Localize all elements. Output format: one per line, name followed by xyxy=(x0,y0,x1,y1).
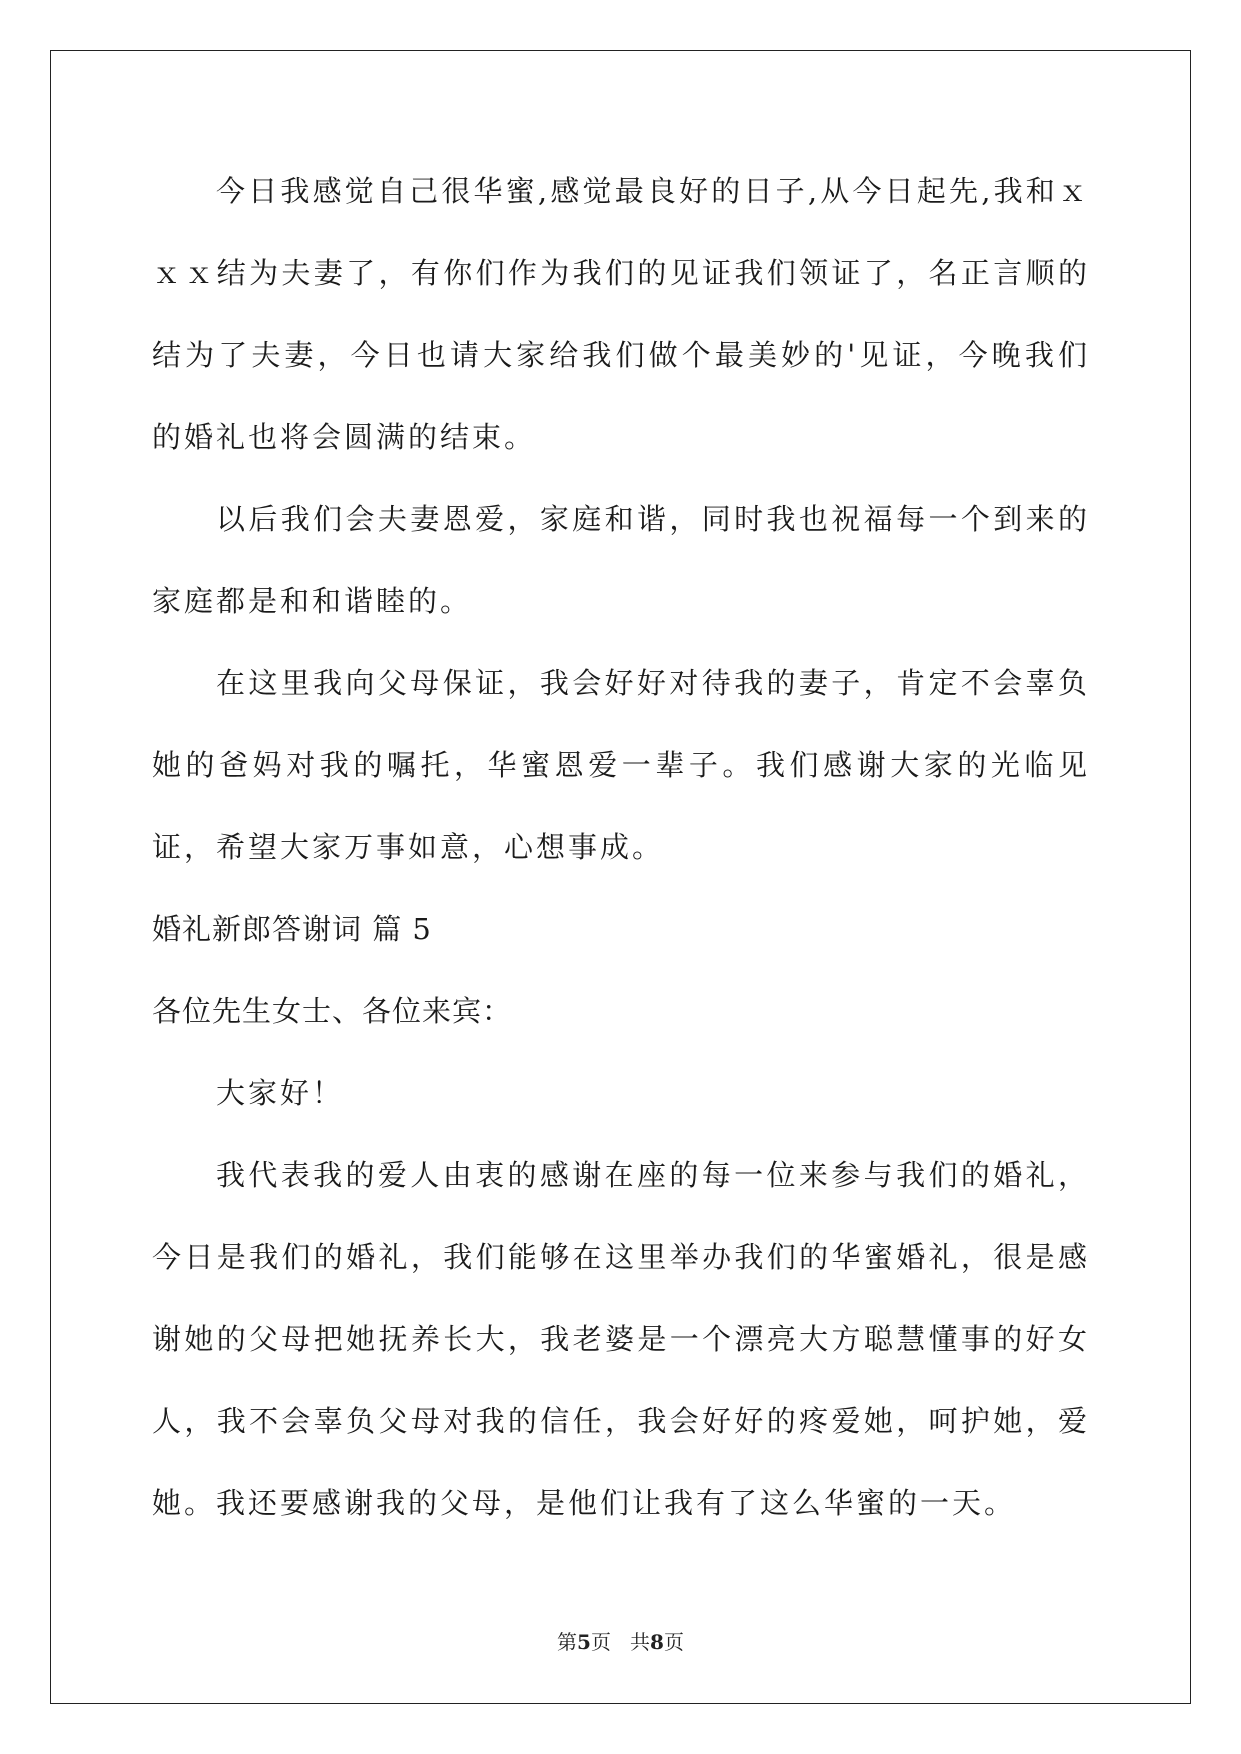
salutation: 各位先生女士、各位来宾： xyxy=(152,994,513,1028)
page-footer xyxy=(0,1626,1241,1655)
body-paragraph-3: 在这里我向父母保证，我会好好对待我的妻子，肯定不会辜负她的爸妈对我的嘱托，华蜜恩爱一辈子。我们感谢大家的光临见证，希望大家万事如意，心想事成。 xyxy=(152,666,1090,864)
page-total: 8 xyxy=(650,1630,664,1654)
document-body xyxy=(152,150,1090,1544)
body-paragraph-2: 以后我们会夫妻恩爱，家庭和谐，同时我也祝福每一个到来的家庭都是和和谐睦的。 xyxy=(152,502,1090,618)
total-suffix: 页 xyxy=(663,1630,684,1654)
section-title: 婚礼新郎答谢词 篇 5 xyxy=(152,912,432,946)
page-suffix: 页 xyxy=(590,1630,611,1654)
page-current: 5 xyxy=(577,1630,591,1654)
closing-paragraph: 我代表我的爱人由衷的感谢在座的每一位来参与我们的婚礼，今日是我们的婚礼，我们能够在这里举办我们的华蜜婚礼，很是感谢她的父母把她抚养长大，我老婆是一个漂亮大方聪慧懂事的好女人，我不会辜负父母对我的信任，我会好好的疼爱她，呵护她，爱她。我还要感谢我的父母，是他们让我有了这么华蜜的一天。 xyxy=(152,1158,1090,1520)
total-prefix: 共 xyxy=(630,1630,651,1654)
greeting: 大家好！ xyxy=(216,1076,345,1110)
body-paragraph-1: 今日我感觉自己很华蜜,感觉最良好的日子,从今日起先,我和ｘｘｘ结为夫妻了，有你们作为我们的见证我们领证了，名正言顺的结为了夫妻，今日也请大家给我们做个最美妙的'见证，今晚我们的婚礼也将会圆满的结束。 xyxy=(152,174,1090,454)
page-prefix: 第 xyxy=(557,1630,578,1654)
